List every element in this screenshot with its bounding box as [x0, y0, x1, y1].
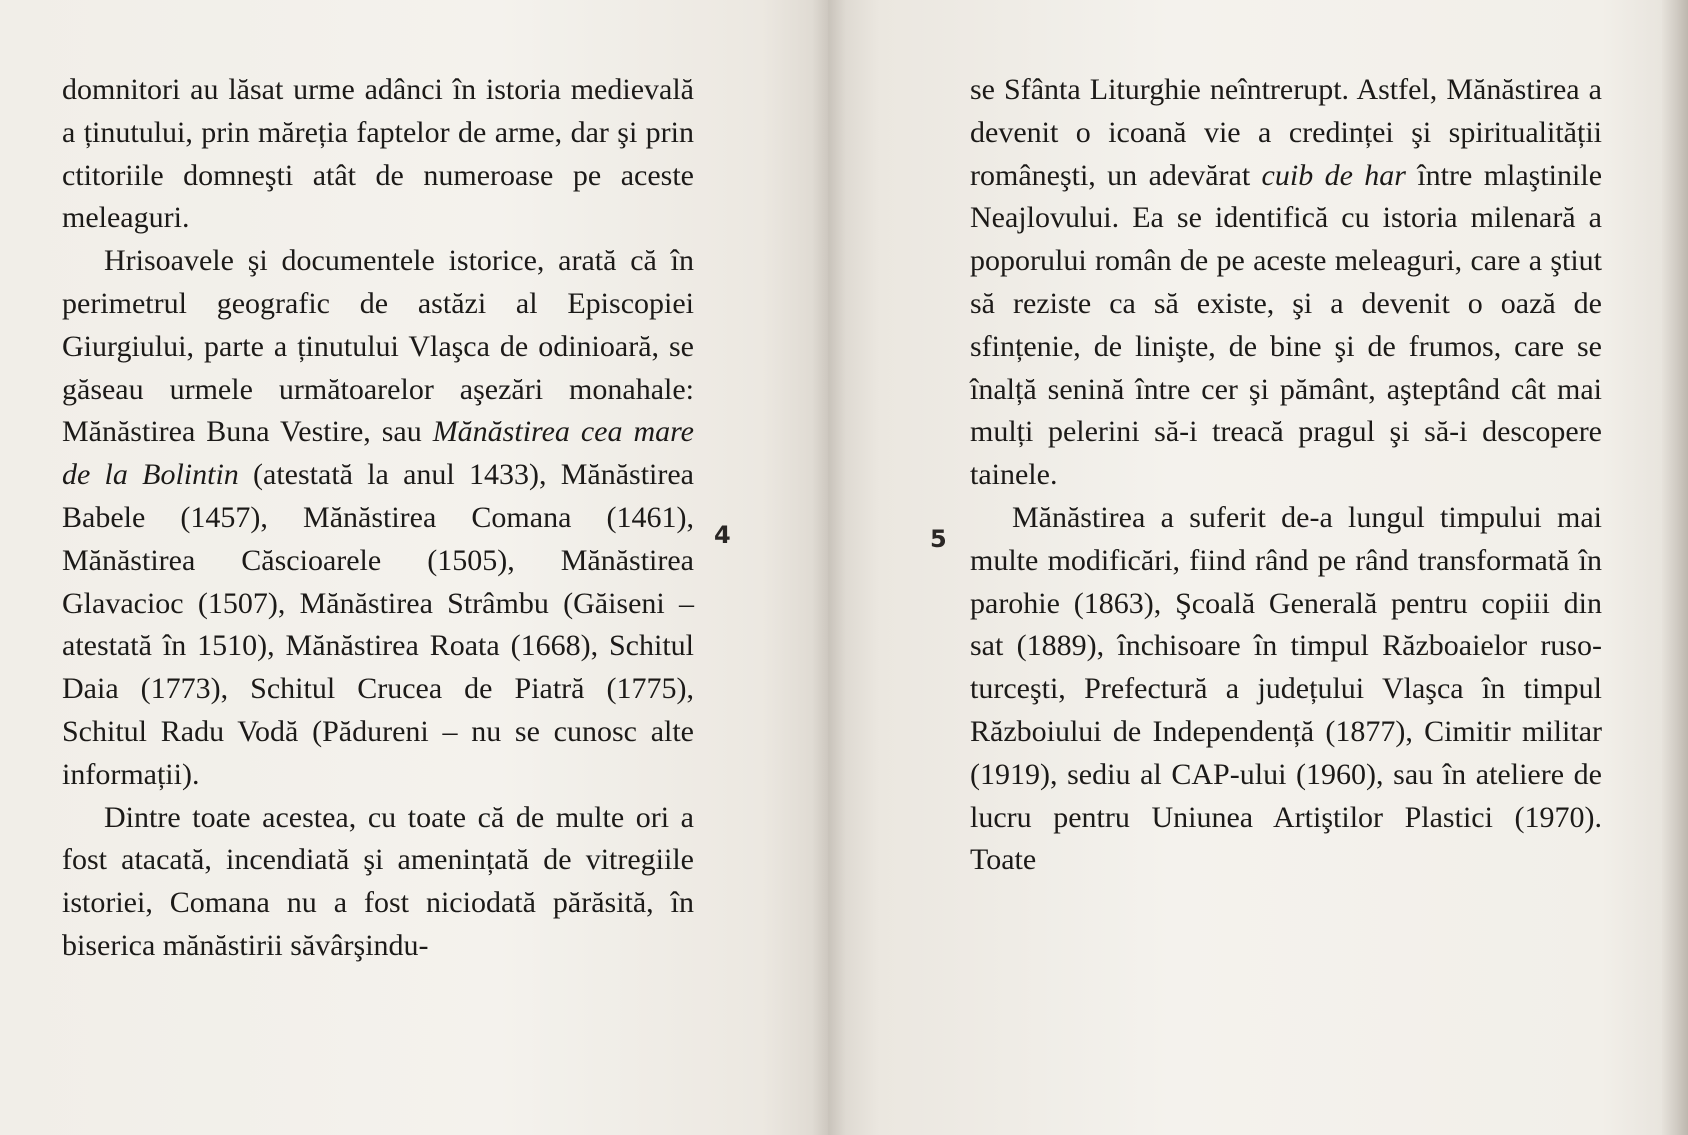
left-paragraph-2: [62, 240, 694, 796]
left-paragraph-2-italic: Mănăstirea cea mare de la Bolintin: [62, 415, 694, 492]
page-edge: [1662, 0, 1688, 1135]
right-paragraph-1-start: se Sfânta Liturghie neîntrerupt. Astfel, Mănăstirea a devenit o icoană vie a credinței şi spiritualității româneşti, un adevărat: [970, 73, 1602, 192]
left-page-text: [62, 69, 694, 968]
page-number-left: 4: [714, 521, 731, 549]
right-paragraph-1: [970, 69, 1602, 497]
page-number-right: 5: [930, 525, 947, 553]
left-paragraph-1: domnitori au lăsat urme adânci în istoria medievală a ținutului, prin măreția faptelor de arme, dar şi prin ctitoriile domneşti atât de numeroase pe aceste meleaguri.: [62, 73, 694, 235]
left-paragraph-3: Dintre toate acestea, cu toate că de multe ori a fost atacată, incendiată şi amenințată de vitregiile istoriei, Comana nu a fost niciodată părăsită, în biserica mănăstirii săvârşindu-: [62, 800, 694, 962]
right-paragraph-1-italic: cuib de har: [1261, 158, 1406, 192]
left-paragraph-2-start: Hrisoavele şi documentele istorice, arată că în perimetrul geografic de astăzi al Episcopiei Giurgiului, parte a ținutului Vlaşca de odinioară, se găseau urmele următoarelor aşezări monahale: Mănăstirea Buna Vestire, sau: [62, 244, 694, 449]
right-paragraph-2: Mănăstirea a suferit de-a lungul timpului mai multe modificări, fiind rând pe rând transformată în parohie (1863), Şcoală Generală pentru copiii din sat (1889), închisoare în timpul Războaielor ruso-turceşti, Prefectură a județului Vlaşca în timpul Războiului de Independență (1877), Cimitir militar (1919), sediu al CAP-ului (1960), sau în ateliere de lucru pentru Uniunea Artiştilor Plastici (1970). Toate: [970, 500, 1602, 877]
left-paragraph-2-end: (atestată la anul 1433), Mănăstirea Babele (1457), Mănăstirea Comana (1461), Mănăstirea Căscioarele (1505), Mănăstirea Glavacioc (1507), Mănăstirea Strâmbu (Găiseni – atestată în 1510), Mănăstirea Roata (1668), Schitul Daia (1773), Schitul Crucea de Piatră (1775), Schitul Radu Vodă (Pădureni – nu se cunosc alte informații).: [62, 458, 694, 791]
right-page-text: [970, 69, 1602, 882]
book-gutter: [812, 0, 846, 1135]
right-paragraph-1-end: între mlaştinile Neajlovului. Ea se identifică cu istoria milenară a poporului român de pe aceste meleaguri, care a ştiut să reziste ca să existe, şi a devenit o oază de sfințenie, de linişte, de bine şi de frumos, care se înalță senină între cer şi pământ, aşteptând cât mai mulți pelerini să-i treacă pragul şi să-i descopere tainele.: [970, 158, 1603, 492]
